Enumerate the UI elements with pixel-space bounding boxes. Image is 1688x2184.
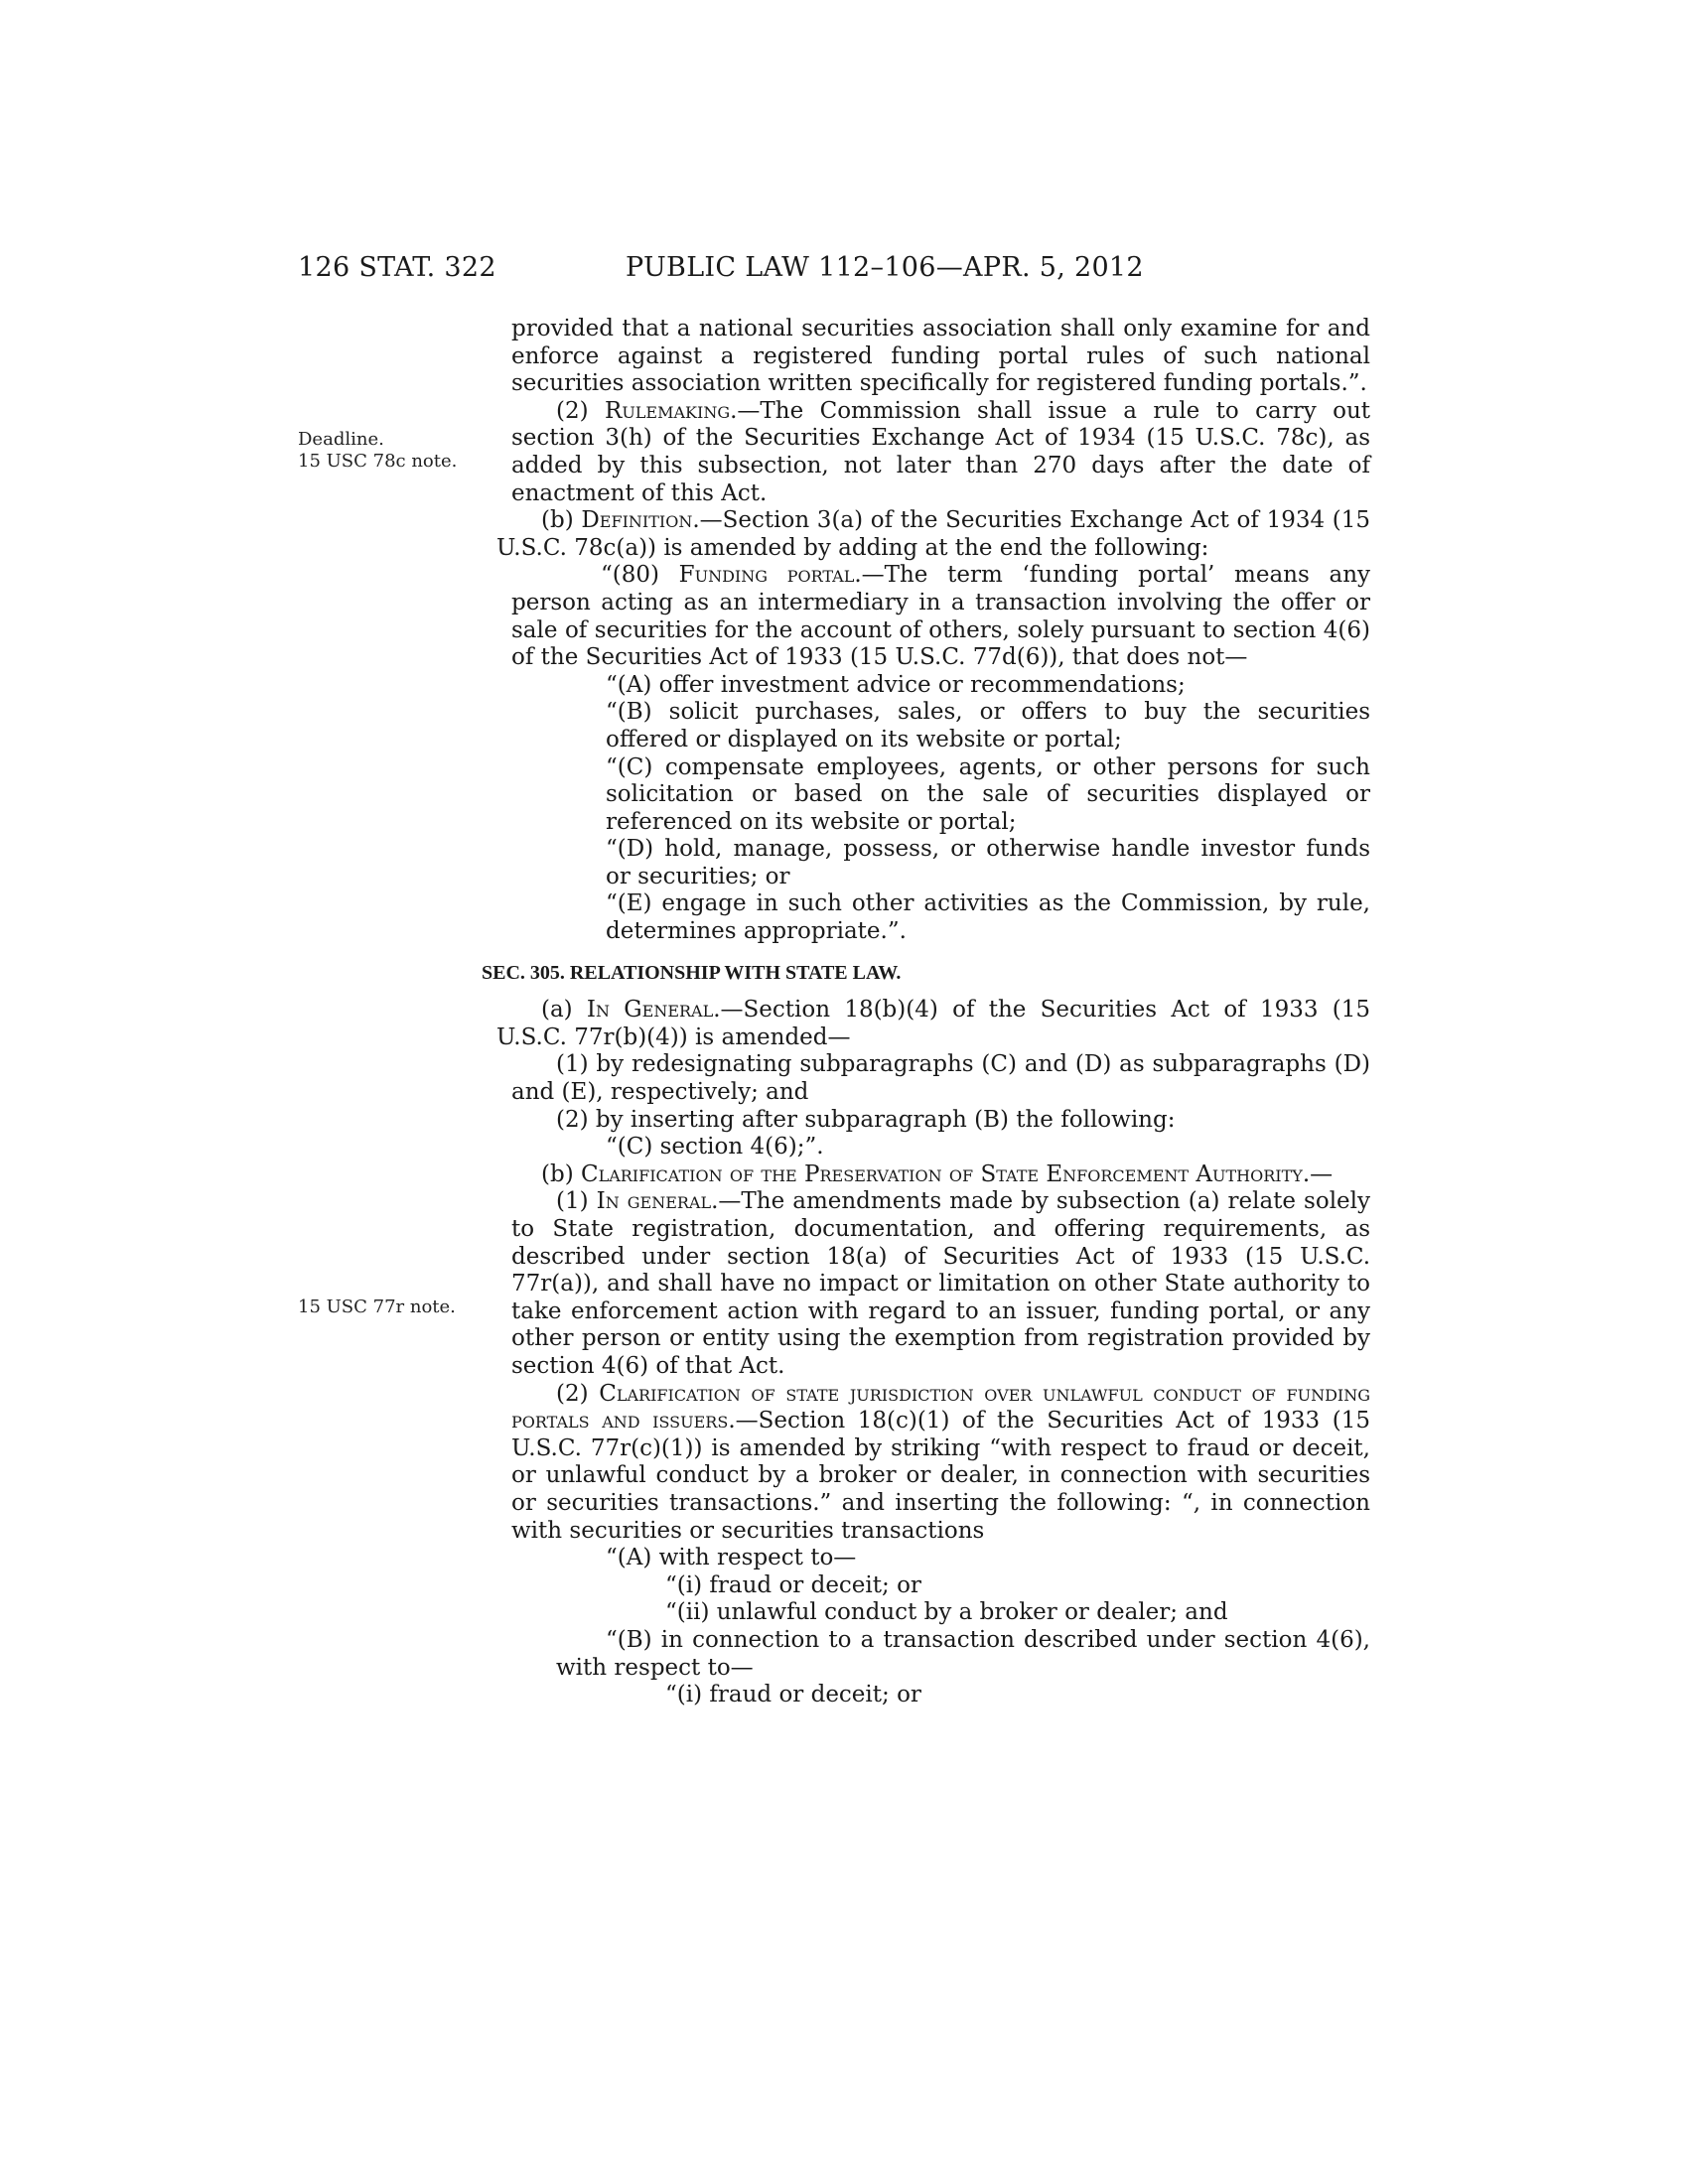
list-item-C: “(C) compensate employees, agents, or other persons for such solicitation or based on the sale of securities displayed or referenced on its website or portal; xyxy=(606,753,1370,835)
paragraph-in-general-2: (1) In general.—The amendments made by subsection (a) relate solely to State registration, documentation, and offering requirements, as described under section 18(a) of Securities Act of 1933 (15 U.S.C. 77r(a)), and shall have no impact or limitation on other State authority to take enforcement action with regard to an issuer, funding portal, or any other person or entity using the exemption from registration provided by section 4(6) of that Act. xyxy=(511,1188,1371,1379)
list-item-B: “(B) solicit purchases, sales, or offers to buy the securities offered or displayed on its website or portal; xyxy=(606,699,1370,752)
list-item-A: “(A) offer investment advice or recommendations; xyxy=(606,671,1186,698)
document-body xyxy=(482,316,1371,1709)
list-item-1: (1) by redesignating subparagraphs (C) and (D) as subparagraphs (D) and (E), respectively; and xyxy=(511,1051,1370,1106)
paragraph-state-jurisdiction: (2) Clarification of state jurisdiction over unlawful conduct of funding portals and issuers.—Section 18(c)(1) of the Securities Act of 1933 (15 U.S.C. 77r(c)(1)) is amended by striking “with respect to fraud or deceit, or unlawful conduct by a broker or dealer, in connection with securities or securities transactions.” and inserting the following: “, in connection with securities or securities transactions xyxy=(511,1380,1370,1544)
heading-clarification: Clarification of the Preservation of State Enforcement Authority xyxy=(580,1160,1303,1187)
heading-funding-portal: Funding portal xyxy=(678,562,855,589)
section-heading: SEC. 305. RELATIONSHIP WITH STATE LAW. xyxy=(482,961,902,984)
heading-rulemaking: Rulemaking xyxy=(605,397,731,424)
margin-note-usc-78c: 15 USC 78c note. xyxy=(298,451,458,472)
list-item-i-2: “(i) fraud or deceit; or xyxy=(665,1682,921,1708)
heading-in-general-2: In general xyxy=(596,1188,712,1215)
paragraph-rulemaking: (2) Rulemaking.—The Commission shall issue a rule to carry out section 3(h) of the Securities Exchange Act of 1934 (15 U.S.C. 78c), as added by this subsection, not later than 270 days after the date of enactment of this Act. xyxy=(511,397,1371,506)
list-item-ii: “(ii) unlawful conduct by a broker or dealer; and xyxy=(665,1599,1228,1626)
inserted-text: “(C) section 4(6);”. xyxy=(606,1134,824,1160)
list-item-i: “(i) fraud or deceit; or xyxy=(665,1571,921,1598)
paragraph-funding-portal: “(80) Funding portal.—The term ‘funding portal’ means any person acting as an intermediary in a transaction involving the offer or sale of securities for the account of others, solely pursuant to section 4(6) of the Securities Act of 1933 (15 U.S.C. 77d(6)), that does not— xyxy=(511,562,1370,671)
margin-note-usc-77r: 15 USC 77r note. xyxy=(298,1297,456,1317)
list-item-B-2: “(B) in connection to a transaction described under section 4(6), with respect to— xyxy=(556,1626,1370,1681)
heading-in-general: In General xyxy=(586,997,714,1024)
page-header xyxy=(298,252,1370,288)
running-title: PUBLIC LAW 112–106—APR. 5, 2012 xyxy=(626,252,1144,283)
list-item-2: (2) by inserting after subparagraph (B) the following: xyxy=(556,1106,1176,1133)
list-item-A-2: “(A) with respect to— xyxy=(606,1545,857,1571)
stat-page-number: 126 STAT. 322 xyxy=(298,252,496,283)
heading-definition: Definition xyxy=(581,507,693,534)
paragraph-definition: (b) Definition.—Section 3(a) of the Securities Exchange Act of 1934 (15 U.S.C. 78c(a)) is amended by adding at the end the following: xyxy=(496,507,1371,561)
list-item-E: “(E) engage in such other activities as the Commission, by rule, determines appropriate.”. xyxy=(606,890,1370,945)
list-item-D: “(D) hold, manage, possess, or otherwise handle investor funds or securities; or xyxy=(606,836,1370,889)
margin-note-deadline-label: Deadline. xyxy=(298,429,384,450)
heading-state-jurisdiction: Clarification of state jurisdiction over unlawful conduct of funding portals and issuers xyxy=(511,1380,1370,1434)
paragraph-clarification: (b) Clarification of the Preservation of State Enforcement Authority.— xyxy=(541,1160,1334,1187)
paragraph: provided that a national securities association shall only examine for and enforce against a registered funding portal rules of such national securities association written specifically for registered funding portals.”. xyxy=(511,316,1370,397)
paragraph-in-general: (a) In General.—Section 18(b)(4) of the Securities Act of 1933 (15 U.S.C. 77r(b)(4)) is amended— xyxy=(496,997,1370,1050)
margin-note-deadline xyxy=(298,429,457,473)
